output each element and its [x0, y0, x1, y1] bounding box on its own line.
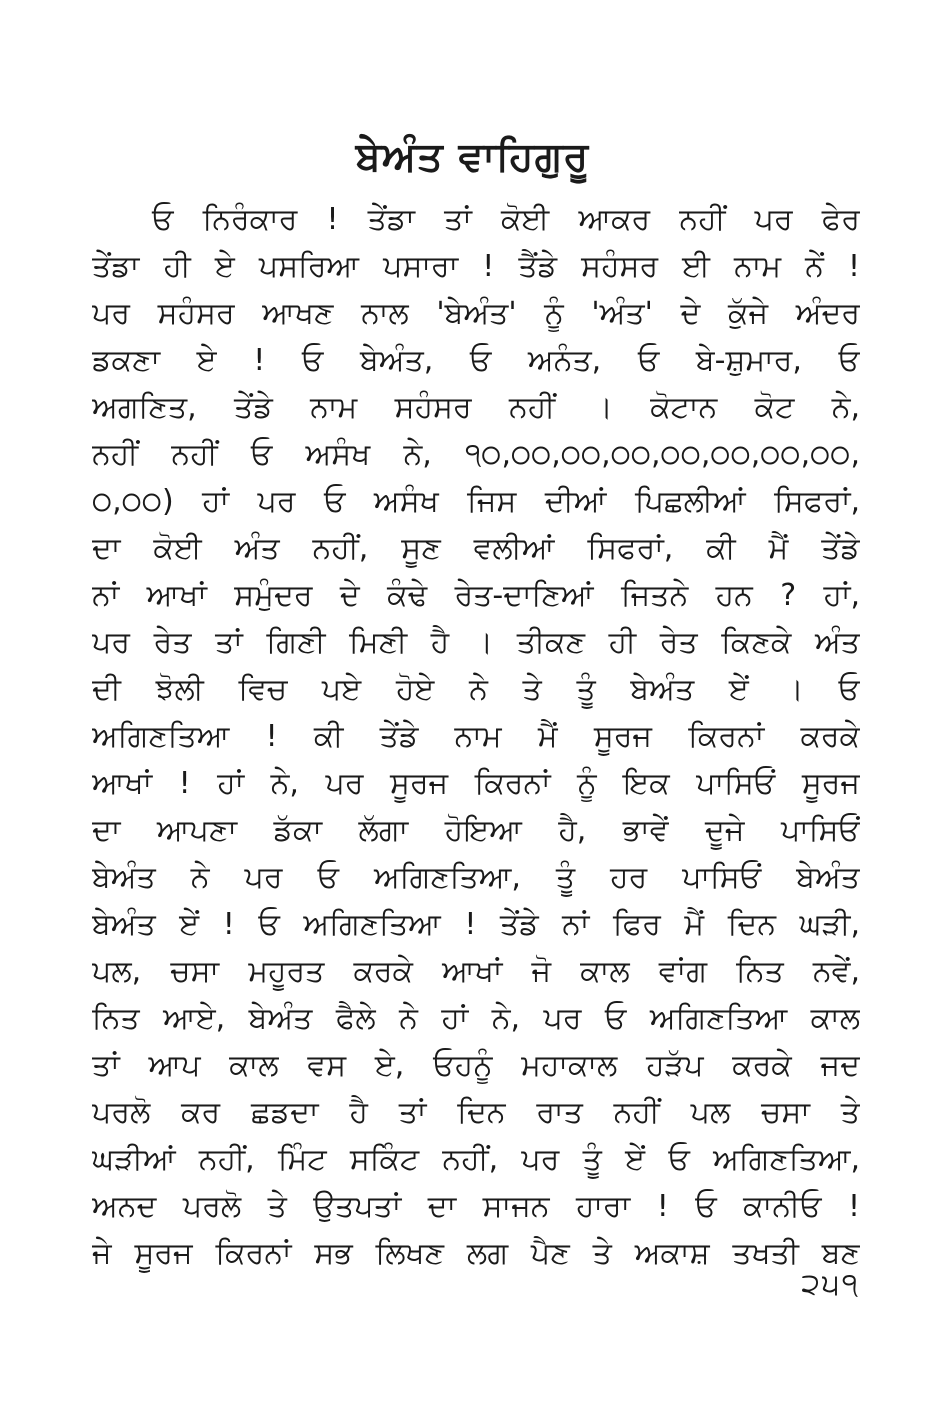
text-line-1: ਓ ਨਿਰੰਕਾਰ ! ਤੇਂਡਾ ਤਾਂ ਕੋਈ ਆਕਰ ਨਹੀਂ ਪਰ ਫੇਰ	[152, 202, 860, 237]
text-line-4: ਡਕਣਾ ਏ ! ਓ ਬੇਅੰਤ, ਓ ਅਨੰਤ, ਓ ਬੇ-ਸ਼ੁਮਾਰ, ਓ	[92, 343, 860, 378]
text-line-19: ਤਾਂ ਆਪ ਕਾਲ ਵਸ ਏ, ਓਹਨੂੰ ਮਹਾਕਾਲ ਹੜੱਪ ਕਰਕੇ ਜਦ	[92, 1048, 860, 1083]
text-line-5: ਅਗਣਿਤ, ਤੇਂਡੇ ਨਾਮ ਸਹੰਸਰ ਨਹੀਂ । ਕੋਟਾਨ ਕੋਟ ਨੇ,	[92, 390, 860, 425]
text-line-15: ਬੇਅੰਤ ਨੇ ਪਰ ਓ ਅਗਿਣਤਿਆ, ਤੂੰ ਹਰ ਪਾਸਿਓਂ ਬੇਅੰਤ	[92, 860, 860, 895]
text-line-7: ੦,੦੦) ਹਾਂ ਪਰ ਓ ਅਸੰਖ ਜਿਸ ਦੀਆਂ ਪਿਛਲੀਆਂ ਸਿਫਰਾਂ,	[92, 484, 860, 519]
body-text	[92, 196, 860, 1277]
text-line-23: ਜੇ ਸੂਰਜ ਕਿਰਨਾਂ ਸਭ ਲਿਖਣ ਲਗ ਪੈਣ ਤੇ ਅਕਾਸ਼ ਤਖਤੀ ਬਣ	[92, 1236, 860, 1271]
text-line-6: ਨਹੀਂ ਨਹੀਂ ਓ ਅਸੰਖ ਨੇ, ੧੦,੦੦,੦੦,੦੦,੦੦,੦੦,੦੦,੦੦,	[92, 437, 860, 472]
text-line-22: ਅਨਦ ਪਰਲੋ ਤੇ ਉਤਪਤਾਂ ਦਾ ਸਾਜਨ ਹਾਰਾ ! ਓ ਕਾਨੀਓ !	[92, 1189, 860, 1224]
text-line-12: ਅਗਿਣਤਿਆ ! ਕੀ ਤੇਂਡੇ ਨਾਮ ਮੈਂ ਸੂਰਜ ਕਿਰਨਾਂ ਕਰਕੇ	[92, 719, 860, 754]
page-title: ਬੇਅੰਤ ਵਾਹਿਗੁਰੂ	[355, 134, 590, 180]
page-number: ੨੫੧	[801, 1267, 860, 1302]
text-line-16: ਬੇਅੰਤ ਏਂ ! ਓ ਅਗਿਣਤਿਆ ! ਤੇਂਡੇ ਨਾਂ ਫਿਰ ਮੈਂ ਦਿਨ ਘੜੀ,	[92, 907, 860, 942]
text-line-13: ਆਖਾਂ ! ਹਾਂ ਨੇ, ਪਰ ਸੂਰਜ ਕਿਰਨਾਂ ਨੂੰ ਇਕ ਪਾਸਿਓਂ ਸੂਰਜ	[92, 766, 860, 801]
text-line-21: ਘੜੀਆਂ ਨਹੀਂ, ਮਿੰਟ ਸਕਿੰਟ ਨਹੀਂ, ਪਰ ਤੂੰ ਏਂ ਓ ਅਗਿਣਤਿਆ,	[92, 1142, 860, 1177]
text-line-9: ਨਾਂ ਆਖਾਂ ਸਮੁੰਦਰ ਦੇ ਕੰਢੇ ਰੇਤ-ਦਾਣਿਆਂ ਜਿਤਨੇ ਹਨ ? ਹਾਂ,	[92, 578, 860, 613]
text-line-2: ਤੇਂਡਾ ਹੀ ਏ ਪਸਰਿਆ ਪਸਾਰਾ ! ਤੈਂਡੇ ਸਹੰਸਰ ਈ ਨਾਮ ਨੇਂ !	[92, 249, 860, 284]
text-line-11: ਦੀ ਝੋਲੀ ਵਿਚ ਪਏ ਹੋਏ ਨੇ ਤੇ ਤੂੰ ਬੇਅੰਤ ਏਂ । ਓ	[92, 672, 860, 707]
text-line-17: ਪਲ, ਚਸਾ ਮਹੂਰਤ ਕਰਕੇ ਆਖਾਂ ਜੋ ਕਾਲ ਵਾਂਗ ਨਿਤ ਨਵੇਂ,	[92, 954, 860, 989]
text-line-14: ਦਾ ਆਪਣਾ ਡੱਕਾ ਲੱਗਾ ਹੋਇਆ ਹੈ, ਭਾਵੇਂ ਦੂਜੇ ਪਾਸਿਓਂ	[92, 813, 860, 848]
text-line-20: ਪਰਲੋ ਕਰ ਛਡਦਾ ਹੈ ਤਾਂ ਦਿਨ ਰਾਤ ਨਹੀਂ ਪਲ ਚਸਾ ਤੇ	[92, 1095, 860, 1130]
text-line-10: ਪਰ ਰੇਤ ਤਾਂ ਗਿਣੀ ਮਿਣੀ ਹੈ । ਤੀਕਣ ਹੀ ਰੇਤ ਕਿਣਕੇ ਅੰਤ	[92, 625, 860, 660]
text-line-3: ਪਰ ਸਹੰਸਰ ਆਖਣ ਨਾਲ 'ਬੇਅੰਤ' ਨੂੰ 'ਅੰਤ' ਦੇ ਕੁੱਜੇ ਅੰਦਰ	[92, 296, 860, 331]
text-line-18: ਨਿਤ ਆਏ, ਬੇਅੰਤ ਫੈਲੇ ਨੇ ਹਾਂ ਨੇ, ਪਰ ਓ ਅਗਿਣਤਿਆ ਕਾਲ	[92, 1001, 860, 1036]
text-line-8: ਦਾ ਕੋਈ ਅੰਤ ਨਹੀਂ, ਸੂਣ ਵਲੀਆਂ ਸਿਫਰਾਂ, ਕੀ ਮੈਂ ਤੇਂਡੇ	[92, 531, 860, 566]
